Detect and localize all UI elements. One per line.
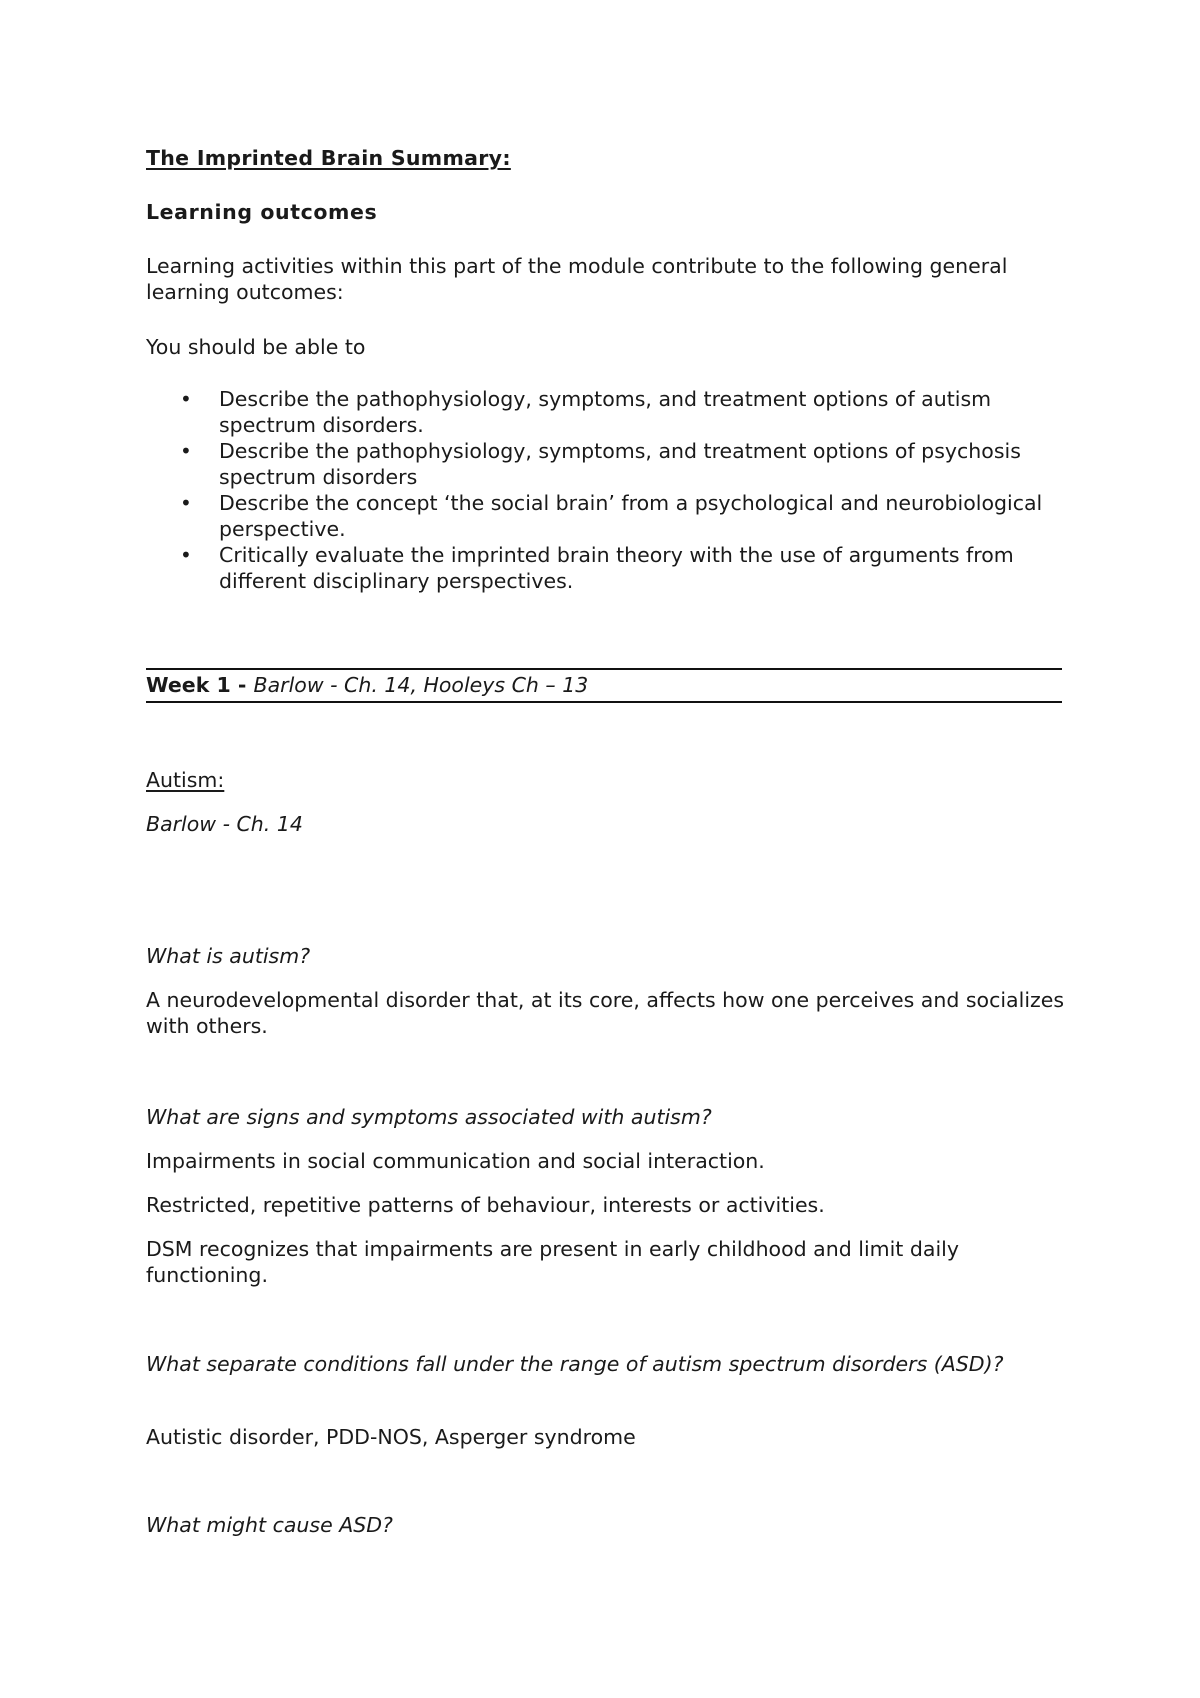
answer-social-impairments: Impairments in social communication and social interaction.	[146, 1149, 765, 1173]
answer-what-is-autism: A neurodevelopmental disorder that, at its core, affects how one perceives and socializes with others.	[146, 988, 1065, 1038]
question-what-is-autism: What is autism?	[146, 944, 311, 968]
source-barlow: Barlow - Ch. 14	[146, 812, 303, 836]
section-autism-heading: Autism:	[146, 768, 225, 792]
bullet-icon: •	[180, 387, 192, 411]
learning-outcomes-heading: Learning outcomes	[146, 200, 378, 224]
week-separator: -	[230, 673, 254, 697]
outcome-text: Describe the concept ‘the social brain’ from a psychological and neurobiological perspective.	[219, 491, 1043, 541]
week-label: Week 1	[146, 673, 231, 697]
bullet-icon: •	[180, 543, 192, 567]
should-be-able-text: You should be able to	[146, 335, 366, 359]
question-causes-asd: What might cause ASD?	[146, 1513, 393, 1537]
list-item	[146, 542, 1066, 594]
outcome-text: Describe the pathophysiology, symptoms, and treatment options of psychosis spectrum disorders	[219, 439, 1021, 489]
bullet-icon: •	[180, 491, 192, 515]
question-signs-symptoms: What are signs and symptoms associated with autism?	[146, 1105, 712, 1129]
bullet-icon: •	[180, 439, 192, 463]
answer-separate-conditions: Autistic disorder, PDD-NOS, Asperger syndrome	[146, 1425, 636, 1449]
question-separate-conditions: What separate conditions fall under the range of autism spectrum disorders (ASD)?	[146, 1352, 1004, 1376]
week-reading: Barlow - Ch. 14, Hooleys Ch – 13	[253, 673, 589, 697]
list-item	[146, 438, 1066, 490]
answer-restricted-patterns: Restricted, repetitive patterns of behaviour, interests or activities.	[146, 1193, 825, 1217]
intro-paragraph: Learning activities within this part of the module contribute to the following general learning outcomes:	[146, 254, 1008, 304]
outcome-text: Describe the pathophysiology, symptoms, and treatment options of autism spectrum disorders.	[219, 387, 992, 437]
learning-outcomes-list	[146, 386, 1066, 594]
list-item	[146, 490, 1066, 542]
document-title: The Imprinted Brain Summary:	[146, 146, 511, 170]
answer-dsm-recognition: DSM recognizes that impairments are present in early childhood and limit daily functioning.	[146, 1237, 959, 1287]
outcome-text: Critically evaluate the imprinted brain theory with the use of arguments from different disciplinary perspectives.	[219, 543, 1014, 593]
week-heading	[146, 672, 588, 698]
list-item	[146, 386, 1066, 438]
week-heading-bar	[146, 668, 1062, 703]
